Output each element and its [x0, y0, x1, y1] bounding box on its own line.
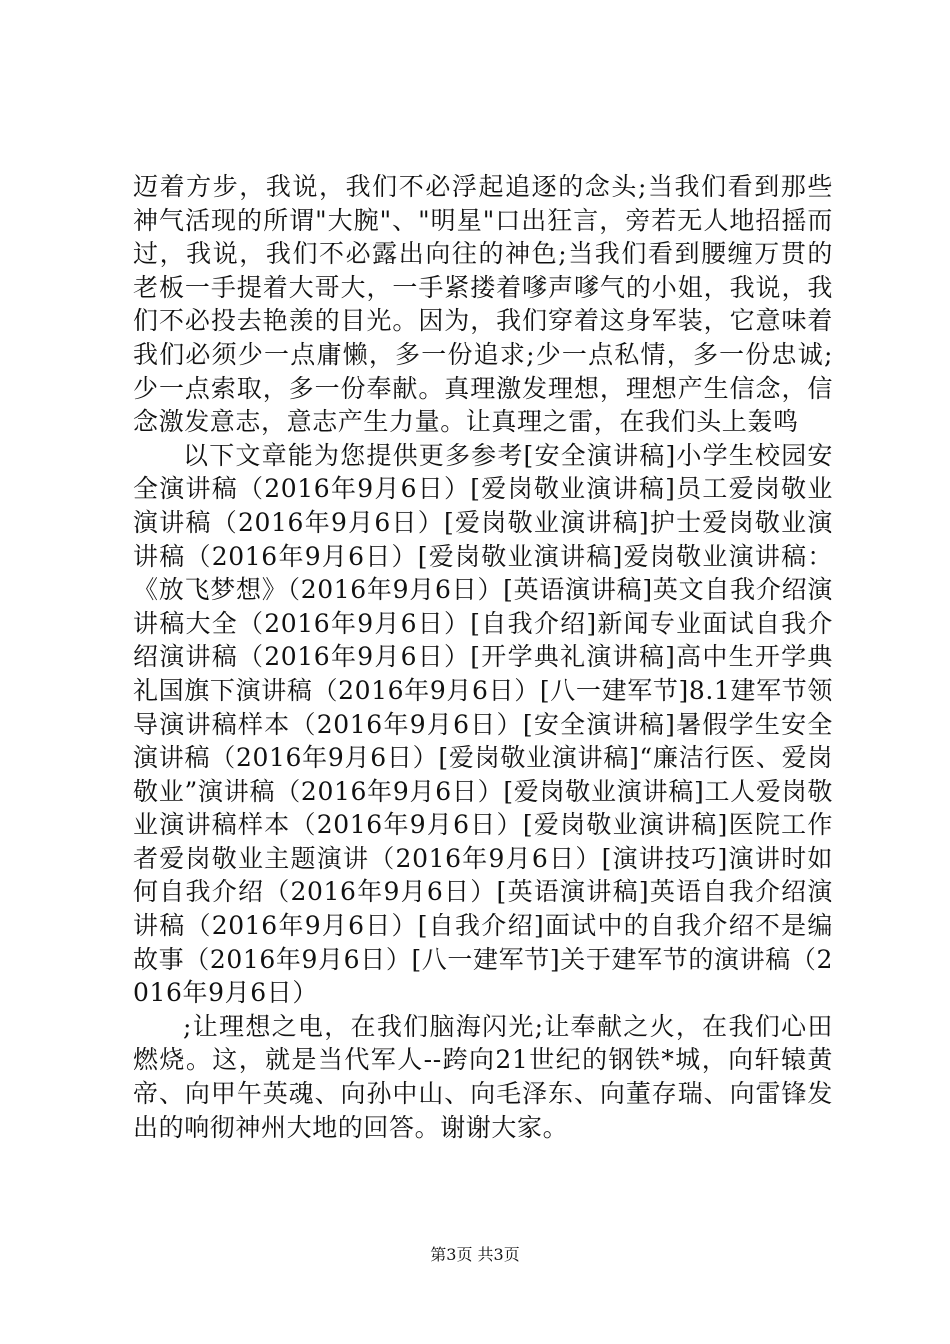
document-body [133, 170, 833, 1144]
paragraph-speech-excerpt: 迈着方步，我说，我们不必浮起追逐的念头;当我们看到那些神气活现的所谓"大腕"、"明星"口出狂言，旁若无人地招摇而过，我说，我们不必露出向往的神色;当我们看到腰缠万贯的老板一手提着大哥大，一手紧搂着嗲声嗲气的小姐，我说，我们不必投去艳羡的目光。因为，我们穿着这身军装，它意味着我们必须少一点庸懒，多一份追求;少一点私情，多一份忠诚;少一点索取，多一份奉献。真理激发理想，理想产生信念，信念激发意志，意志产生力量。让真理之雷，在我们头上轰鸣 [133, 172, 833, 437]
page-number-footer: 第3页 共3页 [430, 1245, 520, 1264]
paragraph-related-articles: 以下文章能为您提供更多参考[安全演讲稿]小学生校园安全演讲稿（2016年9月6日）[爱岗敬业演讲稿]员工爱岗敬业演讲稿（2016年9月6日）[爱岗敬业演讲稿]护士爱岗敬业演讲稿（2016年9月6日）[爱岗敬业演讲稿]爱岗敬业演讲稿：《放飞梦想》（2016年9月6日）[英语演讲稿]英文自我介绍演讲稿大全（2016年9月6日）[自我介绍]新闻专业面试自我介绍演讲稿（2016年9月6日）[开学典礼演讲稿]高中生开学典礼国旗下演讲稿（2016年9月6日）[八一建军节]8.1建军节领导演讲稿样本（2016年9月6日）[安全演讲稿]暑假学生安全演讲稿（2016年9月6日）[爱岗敬业演讲稿]“廉洁行医、爱岗敬业”演讲稿（2016年9月6日）[爱岗敬业演讲稿]工人爱岗敬业演讲稿样本（2016年9月6日）[爱岗敬业演讲稿]医院工作者爱岗敬业主题演讲（2016年9月6日）[演讲技巧]演讲时如何自我介绍（2016年9月6日）[英语演讲稿]英语自我介绍演讲稿（2016年9月6日）[自我介绍]面试中的自我介绍不是编故事（2016年9月6日）[八一建军节]关于建军节的演讲稿（2016年9月6日） [133, 440, 833, 1008]
paragraph-speech-conclusion: ;让理想之电，在我们脑海闪光;让奉献之火，在我们心田燃烧。这，就是当代军人--跨向21世纪的钢铁*城，向轩辕黄帝、向甲午英魂、向孙中山、向毛泽东、向董存瑞、向雷锋发出的响彻神州大地的回答。谢谢大家。 [133, 1011, 833, 1142]
